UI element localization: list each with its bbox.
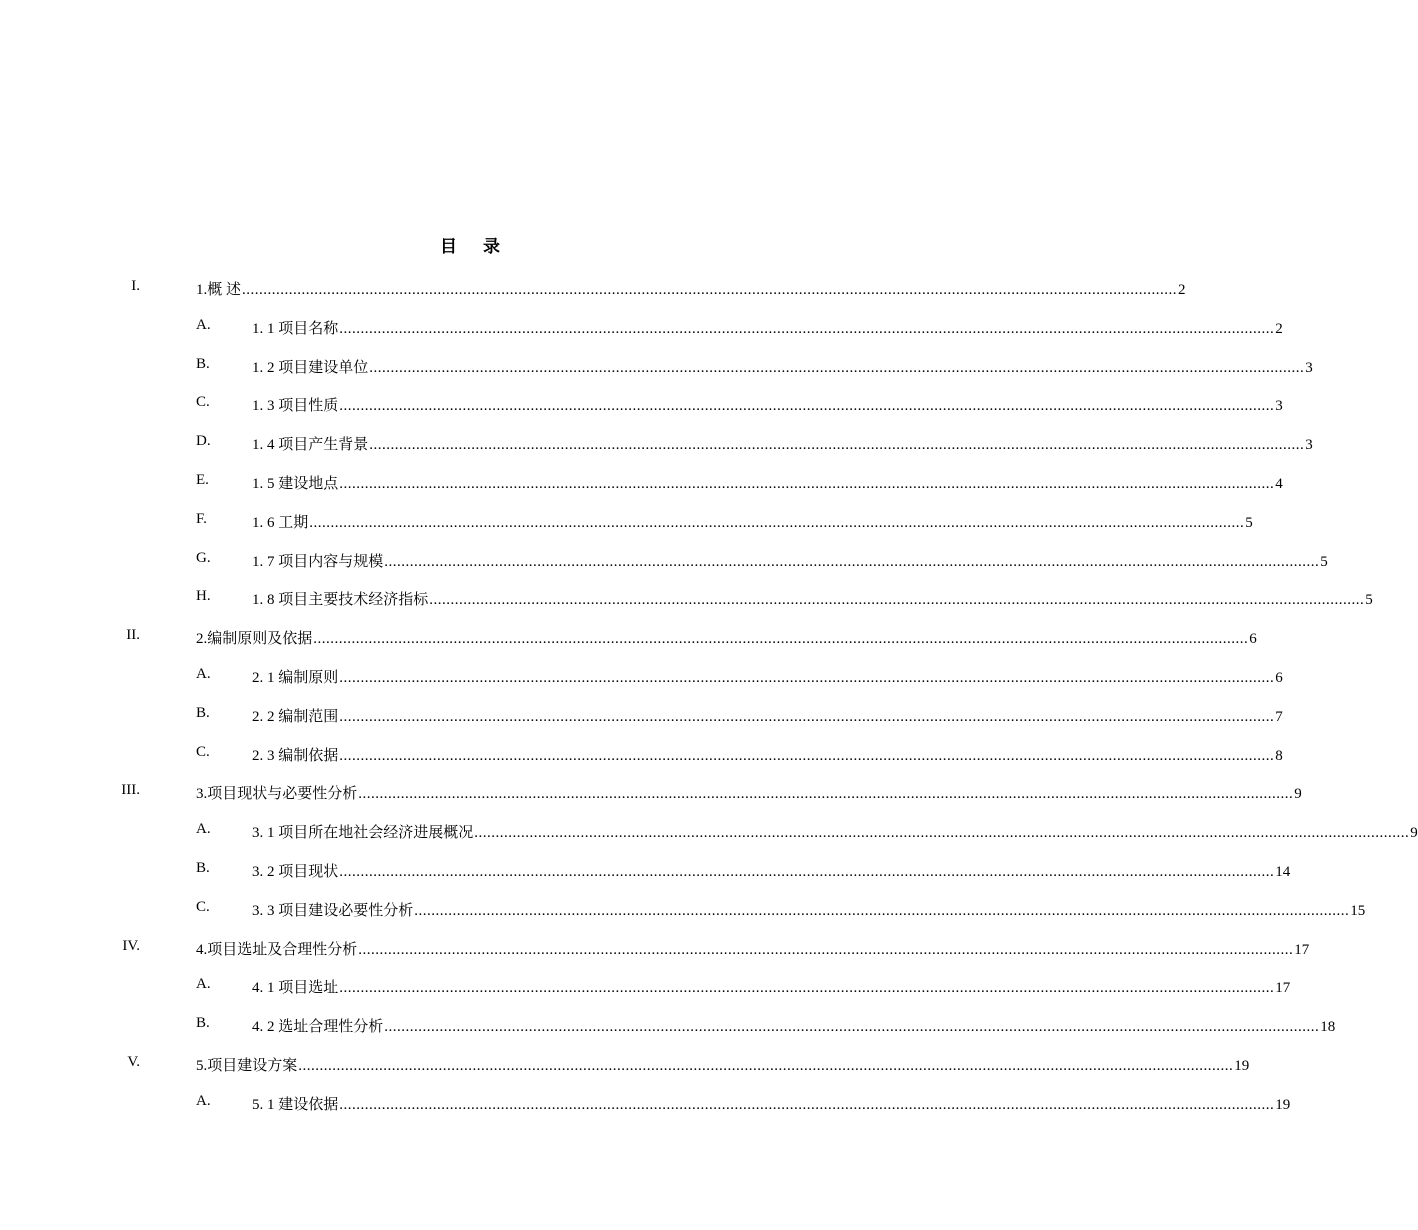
dot-leader: ............................................................................................................................................................................................................................	[414, 902, 1350, 919]
toc-entry[interactable]	[0, 734, 1283, 773]
dot-leader: ............................................................................................................................................................................................................................	[313, 631, 1249, 648]
toc-entry-page-number: 15	[1350, 902, 1366, 919]
toc-entry-line[interactable]	[252, 472, 1283, 493]
dot-leader: ............................................................................................................................................................................................................................	[384, 1019, 1320, 1036]
toc-entry-page-number: 18	[1320, 1019, 1336, 1036]
toc-entry-marker: A.	[196, 316, 211, 333]
toc-entry-page-number: 6	[1249, 631, 1257, 648]
dot-leader: ............................................................................................................................................................................................................................	[242, 282, 1178, 298]
toc-entry-label: 1. 3 项目性质	[252, 398, 339, 415]
toc-entry-label: 2.编制原则及依据	[196, 631, 313, 648]
toc-entry-label: 5.项目建设方案	[196, 1057, 298, 1074]
dot-leader: ............................................................................................................................................................................................................................	[339, 669, 1275, 686]
toc-entry-label: 1. 6 工期	[252, 514, 309, 531]
toc-entry[interactable]	[0, 501, 1253, 540]
toc-entry-marker: IV.	[122, 937, 140, 954]
toc-entry[interactable]	[0, 1083, 1291, 1122]
toc-entry-label: 3. 3 项目建设必要性分析	[252, 902, 414, 919]
toc-entry-label: 5. 1 建设依据	[252, 1096, 339, 1113]
toc-entry[interactable]	[0, 695, 1283, 734]
dot-leader: ............................................................................................................................................................................................................................	[429, 592, 1365, 609]
toc-entry-line[interactable]	[252, 976, 1291, 997]
dot-leader: ............................................................................................................................................................................................................................	[358, 941, 1294, 958]
toc-entry-marker: III.	[121, 782, 140, 799]
toc-entry[interactable]	[0, 540, 1328, 579]
toc-entry-line[interactable]	[252, 821, 1418, 842]
toc-entry-line[interactable]	[252, 1093, 1291, 1114]
toc-entry-marker: E.	[196, 471, 209, 488]
toc-entry-label: 2. 1 编制原则	[252, 669, 339, 686]
toc-entry-line[interactable]	[252, 666, 1283, 687]
toc-entry[interactable]	[0, 617, 1257, 656]
toc-entry-label: 4.项目选址及合理性分析	[196, 941, 358, 958]
toc-entry-page-number: 9	[1294, 786, 1302, 803]
toc-entry-label: 1. 5 建设地点	[252, 475, 339, 492]
toc-entry-marker: A.	[196, 665, 211, 682]
toc-entry-page-number: 2	[1178, 282, 1186, 298]
toc-entry-line[interactable]	[196, 627, 1257, 648]
toc-entry-page-number: 6	[1275, 669, 1283, 686]
toc-entry-label: 3.项目现状与必要性分析	[196, 786, 358, 803]
table-of-contents	[0, 268, 1418, 1122]
toc-entry-label: 2. 3 编制依据	[252, 747, 339, 764]
toc-entry[interactable]	[0, 928, 1310, 967]
dot-leader: ............................................................................................................................................................................................................................	[474, 825, 1410, 842]
toc-entry-page-number: 3	[1305, 437, 1313, 454]
toc-entry-page-number: 14	[1275, 863, 1291, 880]
toc-entry-line[interactable]	[252, 433, 1313, 454]
toc-entry-marker: V.	[127, 1053, 140, 1070]
toc-entry-page-number: 19	[1275, 1096, 1291, 1113]
toc-entry-line[interactable]	[252, 705, 1283, 726]
toc-entry-marker: C.	[196, 743, 210, 760]
toc-entry-marker: G.	[196, 549, 211, 566]
toc-entry[interactable]	[0, 1005, 1336, 1044]
toc-entry-label: 4. 1 项目选址	[252, 980, 339, 997]
toc-entry[interactable]	[0, 346, 1313, 385]
toc-entry-page-number: 17	[1275, 980, 1291, 997]
toc-entry-marker: C.	[196, 394, 210, 411]
toc-entry-marker: C.	[196, 898, 210, 915]
toc-entry[interactable]	[0, 850, 1291, 889]
dot-leader: ............................................................................................................................................................................................................................	[339, 863, 1275, 880]
toc-entry-label: 3. 1 项目所在地社会经济进展概况	[252, 825, 474, 842]
toc-entry-line[interactable]	[196, 782, 1302, 803]
dot-leader: ............................................................................................................................................................................................................................	[298, 1057, 1234, 1074]
toc-entry-page-number: 4	[1275, 475, 1283, 492]
toc-entry-line[interactable]	[252, 317, 1283, 338]
toc-entry[interactable]	[0, 578, 1373, 617]
toc-entry-label: 1. 8 项目主要技术经济指标	[252, 592, 429, 609]
toc-entry-marker: B.	[196, 704, 210, 721]
toc-entry[interactable]	[0, 811, 1418, 850]
toc-entry-label: 1.概 述	[196, 282, 242, 298]
toc-entry-line[interactable]	[252, 899, 1366, 920]
dot-leader: ............................................................................................................................................................................................................................	[339, 398, 1275, 415]
toc-entry[interactable]	[0, 462, 1283, 501]
dot-leader: ............................................................................................................................................................................................................................	[358, 786, 1294, 803]
toc-entry-page-number: 7	[1275, 708, 1283, 725]
toc-entry-line[interactable]	[252, 744, 1283, 765]
toc-entry[interactable]	[0, 889, 1366, 928]
toc-entry-line[interactable]	[252, 860, 1291, 881]
toc-entry-page-number: 5	[1245, 514, 1253, 531]
toc-entry-label: 1. 1 项目名称	[252, 320, 339, 337]
toc-entry[interactable]	[0, 423, 1313, 462]
toc-entry-line[interactable]	[196, 1054, 1250, 1075]
toc-entry-marker: A.	[196, 976, 211, 993]
toc-entry-label: 4. 2 选址合理性分析	[252, 1019, 384, 1036]
toc-entry-label: 2. 2 编制范围	[252, 708, 339, 725]
toc-entry-line[interactable]	[252, 356, 1313, 377]
toc-entry-page-number: 2	[1275, 320, 1283, 337]
dot-leader: ............................................................................................................................................................................................................................	[369, 437, 1305, 454]
toc-entry-page-number: 9	[1410, 825, 1418, 842]
toc-entry-page-number: 5	[1365, 592, 1373, 609]
toc-entry-marker: D.	[196, 433, 211, 450]
toc-entry-marker: B.	[196, 1015, 210, 1032]
toc-entry-page-number: 8	[1275, 747, 1283, 764]
toc-entry[interactable]	[0, 772, 1302, 811]
toc-entry-page-number: 17	[1294, 941, 1310, 958]
toc-entry-line[interactable]	[252, 588, 1373, 609]
toc-entry-line[interactable]	[252, 1015, 1336, 1036]
dot-leader: ............................................................................................................................................................................................................................	[369, 359, 1305, 376]
toc-entry-page-number: 3	[1275, 398, 1283, 415]
toc-entry-marker: F.	[196, 510, 207, 527]
toc-entry[interactable]	[0, 1044, 1250, 1083]
toc-entry-line[interactable]	[252, 550, 1328, 571]
dot-leader: ............................................................................................................................................................................................................................	[339, 980, 1275, 997]
toc-entry[interactable]	[0, 384, 1283, 423]
toc-entry[interactable]	[0, 966, 1291, 1005]
toc-entry-line[interactable]	[196, 278, 1186, 299]
toc-entry-page-number: 5	[1320, 553, 1328, 570]
toc-entry-marker: A.	[196, 821, 211, 838]
toc-entry-label: 3. 2 项目现状	[252, 863, 339, 880]
toc-entry[interactable]	[0, 656, 1283, 695]
dot-leader: ............................................................................................................................................................................................................................	[339, 747, 1275, 764]
toc-entry-line[interactable]	[252, 394, 1283, 415]
toc-entry-page-number: 3	[1305, 359, 1313, 376]
toc-entry-marker: B.	[196, 355, 210, 372]
toc-entry-marker: I.	[131, 278, 140, 294]
toc-entry-label: 1. 2 项目建设单位	[252, 359, 369, 376]
toc-entry-marker: II.	[126, 627, 140, 644]
toc-entry[interactable]	[0, 307, 1283, 346]
toc-entry-label: 1. 4 项目产生背景	[252, 437, 369, 454]
toc-entry-marker: H.	[196, 588, 211, 605]
toc-entry-page-number: 19	[1234, 1057, 1250, 1074]
dot-leader: ............................................................................................................................................................................................................................	[384, 553, 1320, 570]
dot-leader: ............................................................................................................................................................................................................................	[309, 514, 1245, 531]
dot-leader: ............................................................................................................................................................................................................................	[339, 320, 1275, 337]
toc-entry-marker: A.	[196, 1092, 211, 1109]
dot-leader: ............................................................................................................................................................................................................................	[339, 708, 1275, 725]
toc-entry-line[interactable]	[196, 938, 1310, 959]
dot-leader: ............................................................................................................................................................................................................................	[339, 1096, 1275, 1113]
toc-entry-label: 1. 7 项目内容与规模	[252, 553, 384, 570]
toc-entry[interactable]	[0, 268, 1186, 307]
dot-leader: ............................................................................................................................................................................................................................	[339, 475, 1275, 492]
toc-title: 目 录	[440, 237, 510, 257]
toc-entry-marker: B.	[196, 859, 210, 876]
toc-entry-line[interactable]	[252, 511, 1253, 532]
